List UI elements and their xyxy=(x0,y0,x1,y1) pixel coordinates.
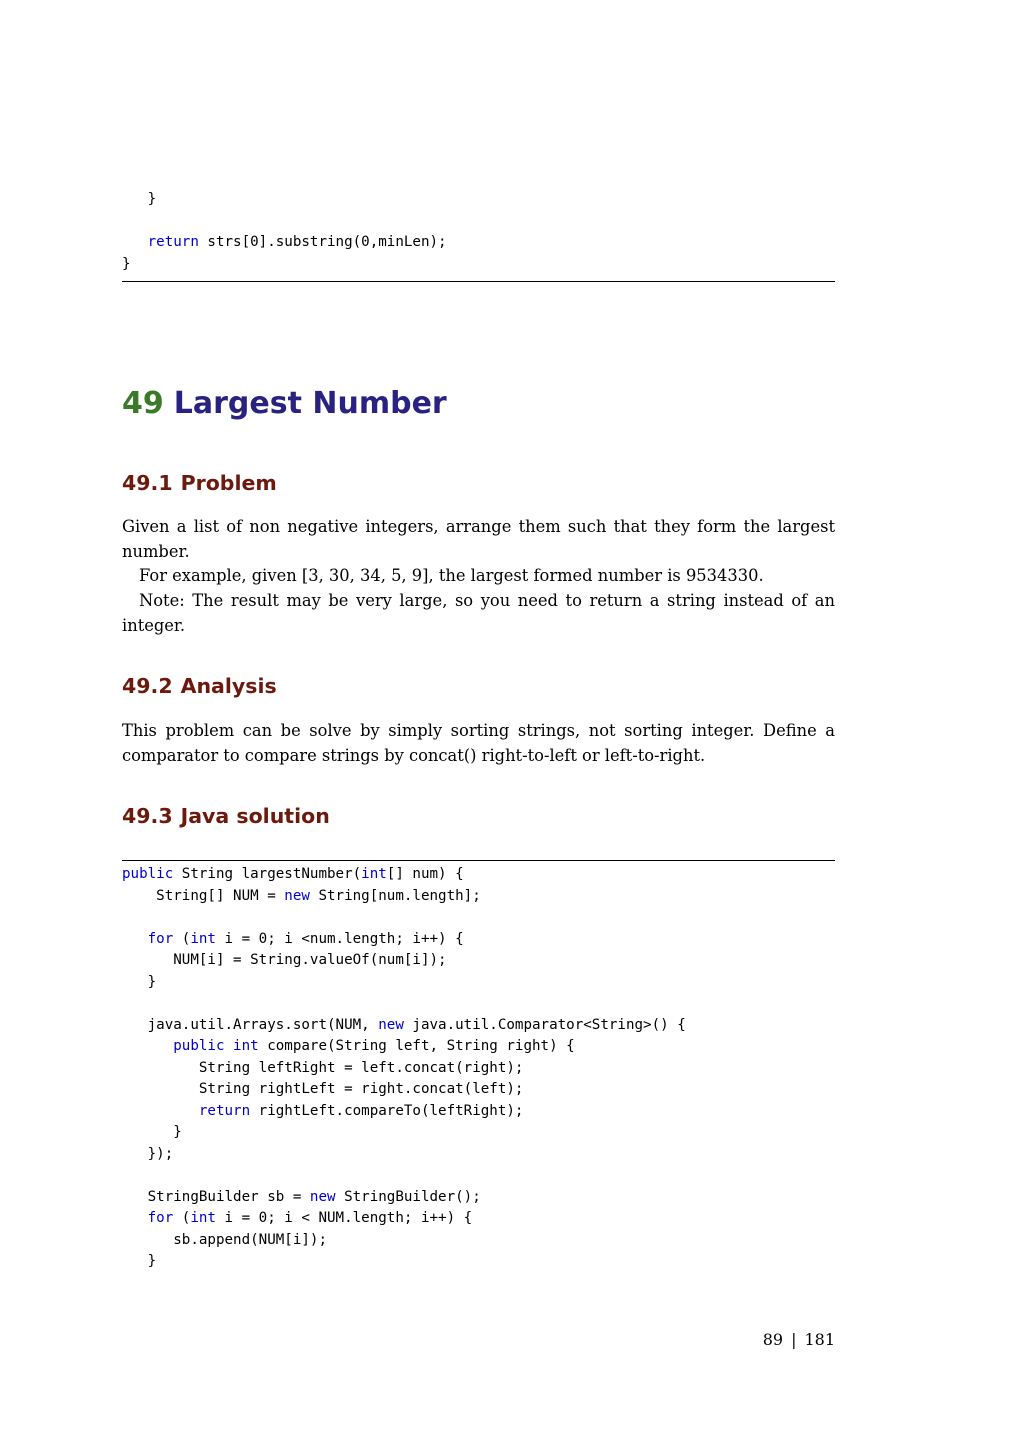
page-footer xyxy=(763,1330,835,1349)
section-number: 49.3 xyxy=(122,804,173,828)
code-line xyxy=(122,1251,156,1273)
code-keyword: for xyxy=(147,1210,174,1226)
code-line xyxy=(122,1101,523,1123)
page-number: 89 xyxy=(762,1330,784,1349)
chapter-title: Largest Number xyxy=(173,386,447,421)
code-keyword: int xyxy=(233,1038,259,1054)
code-line xyxy=(122,950,447,972)
total-pages: 181 xyxy=(804,1330,835,1349)
code-line xyxy=(122,189,156,211)
code-line xyxy=(122,886,481,908)
code-line xyxy=(122,1144,173,1166)
code-keyword: for xyxy=(147,930,174,947)
code-text: }); xyxy=(147,1145,174,1162)
code-text xyxy=(225,1038,234,1054)
code-keyword: public xyxy=(122,866,174,882)
code-bottom-rule xyxy=(122,281,835,282)
code-text: i = 0; i < NUM.length; i++) { xyxy=(215,1210,473,1226)
page-separator: | xyxy=(791,1330,797,1349)
code-text: } xyxy=(147,191,157,207)
problem-paragraph-1: Given a list of non negative integers, arrange them such that they form the largest number. xyxy=(122,517,835,561)
code-text: i = 0; i <num.length; i++) { xyxy=(215,930,464,947)
code-line xyxy=(122,232,447,254)
code-text: rightLeft.compareTo(leftRight); xyxy=(250,1102,524,1119)
code-line xyxy=(122,929,464,951)
analysis-paragraph: This problem can be solve by simply sorting strings, not sorting integer. Define a comparator to compare strings by concat() right-to-left or left-to-right. xyxy=(122,721,835,765)
code-keyword: new xyxy=(309,1188,336,1205)
code-text: } xyxy=(173,1124,182,1140)
code-text: java.util.Comparator<String>() { xyxy=(403,1016,686,1033)
code-keyword: return xyxy=(147,234,199,250)
code-line xyxy=(122,972,156,994)
code-text: ( xyxy=(173,1210,191,1226)
code-text: String[] NUM = xyxy=(156,887,285,904)
code-line xyxy=(122,1036,575,1058)
section-title: Problem xyxy=(180,471,277,495)
problem-paragraph-3: Note: The result may be very large, so you need to return a string instead of an integer. xyxy=(122,591,835,635)
section-heading-analysis xyxy=(122,672,277,700)
code-text: compare(String left, String right) { xyxy=(258,1038,575,1054)
code-line xyxy=(122,1015,686,1037)
code-text: StringBuilder sb = xyxy=(147,1188,310,1205)
code-top-rule xyxy=(122,860,835,861)
problem-paragraph-2: For example, given [3, 30, 34, 5, 9], the largest formed number is 9534330. xyxy=(139,566,764,585)
code-line xyxy=(122,1208,472,1230)
code-line xyxy=(122,864,464,886)
code-text: String largestNumber( xyxy=(173,866,362,882)
code-line xyxy=(122,1079,523,1101)
code-line xyxy=(122,1122,182,1144)
code-text: String[num.length]; xyxy=(309,887,481,904)
code-text: ( xyxy=(173,930,191,947)
code-text: sb.append(NUM[i]); xyxy=(173,1231,327,1248)
code-text: java.util.Arrays.sort(NUM, xyxy=(147,1016,379,1033)
section-number: 49.1 xyxy=(122,471,173,495)
code-text: String rightLeft = right.concat(left); xyxy=(198,1081,524,1097)
code-keyword: int xyxy=(190,930,216,947)
section-heading-java-solution xyxy=(122,802,330,830)
code-text: StringBuilder(); xyxy=(335,1188,481,1205)
code-text: } xyxy=(147,973,157,990)
code-keyword: public xyxy=(173,1038,225,1054)
code-keyword: int xyxy=(190,1210,216,1226)
code-text: } xyxy=(122,255,131,272)
section-heading-problem xyxy=(122,469,277,497)
code-line xyxy=(122,1058,523,1080)
code-text: [] num) { xyxy=(386,866,464,882)
chapter-heading xyxy=(122,384,447,424)
code-text: NUM[i] = String.valueOf(num[i]); xyxy=(173,952,447,968)
code-keyword: return xyxy=(198,1102,251,1119)
code-keyword: new xyxy=(284,887,310,904)
section-number: 49.2 xyxy=(122,674,173,698)
code-line xyxy=(122,1230,327,1252)
section-title: Analysis xyxy=(180,674,277,698)
code-text: strs[0].substring(0,minLen); xyxy=(198,234,447,250)
code-text: } xyxy=(147,1253,157,1269)
section-title: Java solution xyxy=(180,804,330,828)
code-line xyxy=(122,1187,481,1209)
code-keyword: new xyxy=(378,1016,404,1033)
code-text: String leftRight = left.concat(right); xyxy=(198,1059,524,1076)
chapter-number: 49 xyxy=(122,386,164,421)
code-line xyxy=(122,254,131,276)
code-keyword: int xyxy=(361,866,387,882)
